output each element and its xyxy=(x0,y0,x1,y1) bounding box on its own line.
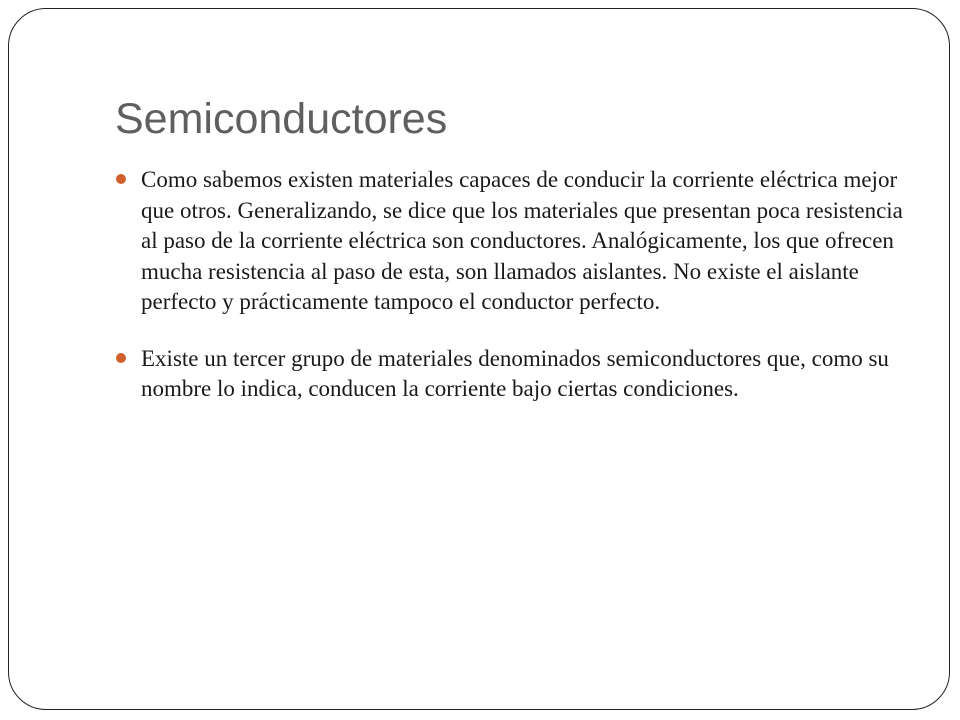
bullet-text: Existe un tercer grupo de materiales denominados semiconductores que, como su nombre lo indica, conducen la corriente bajo ciertas condiciones. xyxy=(141,345,889,401)
bullet-text: Como sabemos existen materiales capaces de conducir la corriente eléctrica mejor que otros. Generalizando, se dice que los materiales que presentan poca resistencia al paso de la corriente eléctrica son conductores. Analógicamente, los que ofrecen mucha resistencia al paso de esta, son llamados aislantes. No existe el aislante perfecto y prácticamente tampoco el conductor perfecto. xyxy=(141,167,903,314)
bullet-list xyxy=(115,165,915,431)
bullet-dot-icon xyxy=(116,353,126,363)
bullet-dot-icon xyxy=(116,174,126,184)
slide-frame xyxy=(8,8,950,710)
slide-title: Semiconductores xyxy=(115,95,448,143)
bullet-item-conductores xyxy=(115,165,915,318)
bullet-item-semiconductores xyxy=(115,344,915,405)
